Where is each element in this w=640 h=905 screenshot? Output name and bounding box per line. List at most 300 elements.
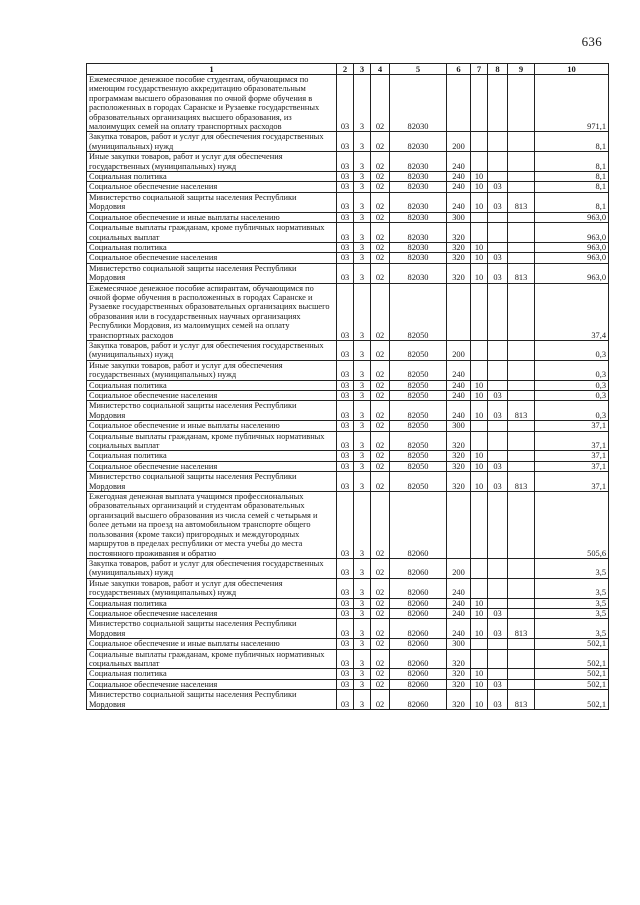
- item-name-cell: Закупка товаров, работ и услуг для обеспечения государственных (муниципальных) нужд: [87, 340, 337, 360]
- section-cell: 10: [471, 451, 488, 461]
- table-row: [87, 182, 609, 192]
- expense-type-cell: 300: [447, 639, 471, 649]
- expense-type-cell: 320: [447, 669, 471, 679]
- code-cell: 02: [371, 619, 390, 639]
- subsection-cell: [488, 242, 508, 252]
- expense-type-cell: 240: [447, 172, 471, 182]
- code-cell: 02: [371, 639, 390, 649]
- item-name-cell: Социальная политика: [87, 242, 337, 252]
- table-row: [87, 431, 609, 451]
- ministry-code-cell: [508, 75, 535, 132]
- expense-type-cell: 320: [447, 431, 471, 451]
- code-cell: 02: [371, 690, 390, 710]
- code-cell: 02: [371, 182, 390, 192]
- item-name-cell: Социальная политика: [87, 380, 337, 390]
- code-cell: 82030: [390, 152, 447, 172]
- expense-type-cell: 320: [447, 242, 471, 252]
- amount-cell: 502,1: [535, 679, 609, 689]
- table-row: [87, 212, 609, 222]
- code-cell: 03: [337, 192, 354, 212]
- section-cell: 10: [471, 608, 488, 618]
- code-cell: 3: [354, 182, 371, 192]
- expense-type-cell: 240: [447, 360, 471, 380]
- amount-cell: 963,0: [535, 212, 609, 222]
- amount-cell: 0,3: [535, 340, 609, 360]
- table-row: [87, 192, 609, 212]
- section-cell: [471, 431, 488, 451]
- section-cell: [471, 360, 488, 380]
- code-cell: 3: [354, 380, 371, 390]
- code-cell: 3: [354, 283, 371, 340]
- section-cell: [471, 639, 488, 649]
- subsection-cell: [488, 172, 508, 182]
- code-cell: 82030: [390, 263, 447, 283]
- code-cell: 02: [371, 242, 390, 252]
- code-cell: 82060: [390, 690, 447, 710]
- amount-cell: 0,3: [535, 391, 609, 401]
- code-cell: 82030: [390, 172, 447, 182]
- code-cell: 03: [337, 401, 354, 421]
- code-cell: 02: [371, 283, 390, 340]
- code-cell: 3: [354, 679, 371, 689]
- code-cell: 82030: [390, 182, 447, 192]
- expense-type-cell: 320: [447, 253, 471, 263]
- code-cell: 03: [337, 472, 354, 492]
- subsection-cell: [488, 340, 508, 360]
- expense-type-cell: 320: [447, 451, 471, 461]
- table-row: [87, 360, 609, 380]
- code-cell: 82060: [390, 679, 447, 689]
- code-cell: 3: [354, 431, 371, 451]
- code-cell: 03: [337, 152, 354, 172]
- amount-cell: 3,5: [535, 558, 609, 578]
- amount-cell: 502,1: [535, 639, 609, 649]
- code-cell: 82050: [390, 461, 447, 471]
- section-cell: [471, 649, 488, 669]
- section-cell: [471, 421, 488, 431]
- code-cell: 3: [354, 669, 371, 679]
- ministry-code-cell: 813: [508, 401, 535, 421]
- section-cell: [471, 558, 488, 578]
- item-name-cell: Социальное обеспечение населения: [87, 391, 337, 401]
- subsection-cell: [488, 380, 508, 390]
- section-cell: 10: [471, 679, 488, 689]
- ministry-code-cell: 813: [508, 472, 535, 492]
- column-header: 9: [508, 64, 535, 75]
- code-cell: 82050: [390, 391, 447, 401]
- code-cell: 82050: [390, 451, 447, 461]
- section-cell: [471, 212, 488, 222]
- expense-type-cell: 240: [447, 619, 471, 639]
- code-cell: 03: [337, 212, 354, 222]
- expense-type-cell: 240: [447, 182, 471, 192]
- code-cell: 3: [354, 172, 371, 182]
- subsection-cell: [488, 212, 508, 222]
- section-cell: 10: [471, 380, 488, 390]
- subsection-cell: 03: [488, 608, 508, 618]
- table-row: [87, 619, 609, 639]
- expense-type-cell: 240: [447, 608, 471, 618]
- code-cell: 03: [337, 431, 354, 451]
- code-cell: 3: [354, 152, 371, 172]
- table-row: [87, 242, 609, 252]
- ministry-code-cell: [508, 242, 535, 252]
- column-header: 6: [447, 64, 471, 75]
- code-cell: 82050: [390, 431, 447, 451]
- amount-cell: 0,3: [535, 401, 609, 421]
- subsection-cell: 03: [488, 263, 508, 283]
- code-cell: 02: [371, 649, 390, 669]
- code-cell: 03: [337, 690, 354, 710]
- code-cell: 3: [354, 263, 371, 283]
- ministry-code-cell: [508, 380, 535, 390]
- ministry-code-cell: [508, 669, 535, 679]
- subsection-cell: 03: [488, 679, 508, 689]
- subsection-cell: [488, 649, 508, 669]
- code-cell: 3: [354, 192, 371, 212]
- section-cell: 10: [471, 669, 488, 679]
- code-cell: 3: [354, 598, 371, 608]
- subsection-cell: [488, 598, 508, 608]
- amount-cell: 0,3: [535, 360, 609, 380]
- amount-cell: 0,3: [535, 380, 609, 390]
- column-header: 8: [488, 64, 508, 75]
- code-cell: 03: [337, 492, 354, 559]
- code-cell: 82050: [390, 380, 447, 390]
- code-cell: 3: [354, 391, 371, 401]
- code-cell: 3: [354, 690, 371, 710]
- item-name-cell: Социальное обеспечение населения: [87, 608, 337, 618]
- amount-cell: 37,1: [535, 451, 609, 461]
- subsection-cell: [488, 421, 508, 431]
- table-row: [87, 649, 609, 669]
- ministry-code-cell: 813: [508, 263, 535, 283]
- subsection-cell: 03: [488, 192, 508, 212]
- amount-cell: 37,1: [535, 421, 609, 431]
- table-row: [87, 598, 609, 608]
- code-cell: 3: [354, 242, 371, 252]
- code-cell: 82050: [390, 360, 447, 380]
- item-name-cell: Министерство социальной защиты населения Республики Мордовия: [87, 472, 337, 492]
- code-cell: 3: [354, 558, 371, 578]
- subsection-cell: [488, 152, 508, 172]
- page-number: 636: [581, 34, 602, 49]
- expense-type-cell: 300: [447, 421, 471, 431]
- item-name-cell: Ежегодная денежная выплата учащимся профессиональных образовательных организаций и студентам образовательных организаций высшего образования из числа семей с четырьмя и более детьми на проезд на автомобильном транспорте общего пользования (кроме такси) пригородных и междугородных маршрутов в пределах республики от места учебы до места постоянного проживания и обратно: [87, 492, 337, 559]
- table-row: [87, 152, 609, 172]
- table-row: [87, 639, 609, 649]
- code-cell: 03: [337, 182, 354, 192]
- expense-type-cell: 320: [447, 649, 471, 669]
- ministry-code-cell: [508, 639, 535, 649]
- code-cell: 02: [371, 421, 390, 431]
- code-cell: 3: [354, 578, 371, 598]
- code-cell: 82030: [390, 223, 447, 243]
- subsection-cell: [488, 492, 508, 559]
- amount-cell: 3,5: [535, 598, 609, 608]
- ministry-code-cell: [508, 182, 535, 192]
- code-cell: 82060: [390, 578, 447, 598]
- ministry-code-cell: [508, 492, 535, 559]
- subsection-cell: [488, 578, 508, 598]
- code-cell: 3: [354, 421, 371, 431]
- code-cell: 3: [354, 649, 371, 669]
- column-header: 2: [337, 64, 354, 75]
- table-row: [87, 391, 609, 401]
- amount-cell: 3,5: [535, 578, 609, 598]
- table-row: [87, 253, 609, 263]
- section-cell: 10: [471, 472, 488, 492]
- ministry-code-cell: 813: [508, 690, 535, 710]
- code-cell: 03: [337, 391, 354, 401]
- subsection-cell: [488, 283, 508, 340]
- code-cell: 02: [371, 223, 390, 243]
- table-row: [87, 608, 609, 618]
- amount-cell: 971,1: [535, 75, 609, 132]
- table-row: [87, 380, 609, 390]
- ministry-code-cell: [508, 340, 535, 360]
- subsection-cell: [488, 639, 508, 649]
- code-cell: 3: [354, 223, 371, 243]
- subsection-cell: [488, 669, 508, 679]
- code-cell: 03: [337, 263, 354, 283]
- section-cell: 10: [471, 619, 488, 639]
- table-row: [87, 401, 609, 421]
- ministry-code-cell: [508, 132, 535, 152]
- item-name-cell: Социальные выплаты гражданам, кроме публичных нормативных социальных выплат: [87, 431, 337, 451]
- expense-type-cell: 320: [447, 263, 471, 283]
- code-cell: 03: [337, 608, 354, 618]
- code-cell: 03: [337, 253, 354, 263]
- item-name-cell: Иные закупки товаров, работ и услуг для обеспечения государственных (муниципальных) нужд: [87, 578, 337, 598]
- code-cell: 03: [337, 340, 354, 360]
- table-row: [87, 578, 609, 598]
- code-cell: 82030: [390, 242, 447, 252]
- code-cell: 03: [337, 421, 354, 431]
- ministry-code-cell: [508, 679, 535, 689]
- code-cell: 03: [337, 669, 354, 679]
- code-cell: 82060: [390, 669, 447, 679]
- expense-type-cell: [447, 75, 471, 132]
- section-cell: 10: [471, 192, 488, 212]
- code-cell: 3: [354, 253, 371, 263]
- code-cell: 03: [337, 283, 354, 340]
- subsection-cell: [488, 75, 508, 132]
- code-cell: 02: [371, 578, 390, 598]
- code-cell: 02: [371, 132, 390, 152]
- expense-type-cell: 240: [447, 598, 471, 608]
- item-name-cell: Закупка товаров, работ и услуг для обеспечения государственных (муниципальных) нужд: [87, 558, 337, 578]
- ministry-code-cell: [508, 451, 535, 461]
- item-name-cell: Министерство социальной защиты населения Республики Мордовия: [87, 619, 337, 639]
- code-cell: 82060: [390, 492, 447, 559]
- amount-cell: 963,0: [535, 223, 609, 243]
- code-cell: 03: [337, 242, 354, 252]
- item-name-cell: Иные закупки товаров, работ и услуг для обеспечения государственных (муниципальных) нужд: [87, 152, 337, 172]
- column-header: 4: [371, 64, 390, 75]
- item-name-cell: Министерство социальной защиты населения Республики Мордовия: [87, 192, 337, 212]
- item-name-cell: Иные закупки товаров, работ и услуг для обеспечения государственных (муниципальных) нужд: [87, 360, 337, 380]
- ministry-code-cell: [508, 152, 535, 172]
- code-cell: 82050: [390, 401, 447, 421]
- amount-cell: 3,5: [535, 608, 609, 618]
- ministry-code-cell: [508, 461, 535, 471]
- column-header: 7: [471, 64, 488, 75]
- code-cell: 3: [354, 75, 371, 132]
- code-cell: 3: [354, 360, 371, 380]
- code-cell: 3: [354, 608, 371, 618]
- column-header: 5: [390, 64, 447, 75]
- code-cell: 03: [337, 558, 354, 578]
- header-row: [87, 64, 609, 75]
- code-cell: 02: [371, 472, 390, 492]
- code-cell: 02: [371, 679, 390, 689]
- ministry-code-cell: [508, 578, 535, 598]
- subsection-cell: 03: [488, 253, 508, 263]
- expense-type-cell: 240: [447, 380, 471, 390]
- code-cell: 02: [371, 401, 390, 421]
- expense-type-cell: 320: [447, 223, 471, 243]
- column-header: 3: [354, 64, 371, 75]
- code-cell: 82050: [390, 472, 447, 492]
- table-body: [87, 75, 609, 710]
- section-cell: [471, 152, 488, 172]
- subsection-cell: [488, 360, 508, 380]
- subsection-cell: 03: [488, 461, 508, 471]
- amount-cell: 502,1: [535, 649, 609, 669]
- code-cell: 3: [354, 472, 371, 492]
- subsection-cell: 03: [488, 619, 508, 639]
- code-cell: 03: [337, 451, 354, 461]
- code-cell: 82030: [390, 192, 447, 212]
- ministry-code-cell: [508, 649, 535, 669]
- table-row: [87, 558, 609, 578]
- table-row: [87, 492, 609, 559]
- section-cell: 10: [471, 690, 488, 710]
- code-cell: 82030: [390, 75, 447, 132]
- section-cell: [471, 340, 488, 360]
- code-cell: 03: [337, 649, 354, 669]
- amount-cell: 963,0: [535, 242, 609, 252]
- section-cell: [471, 578, 488, 598]
- budget-table: [86, 63, 609, 710]
- code-cell: 02: [371, 253, 390, 263]
- expense-type-cell: 320: [447, 679, 471, 689]
- code-cell: 02: [371, 431, 390, 451]
- code-cell: 03: [337, 639, 354, 649]
- code-cell: 03: [337, 360, 354, 380]
- subsection-cell: [488, 558, 508, 578]
- table-row: [87, 223, 609, 243]
- item-name-cell: Социальное обеспечение населения: [87, 182, 337, 192]
- subsection-cell: [488, 451, 508, 461]
- item-name-cell: Социальное обеспечение и иные выплаты населению: [87, 212, 337, 222]
- table-row: [87, 461, 609, 471]
- item-name-cell: Закупка товаров, работ и услуг для обеспечения государственных (муниципальных) нужд: [87, 132, 337, 152]
- expense-type-cell: [447, 283, 471, 340]
- section-cell: [471, 223, 488, 243]
- code-cell: 02: [371, 380, 390, 390]
- code-cell: 03: [337, 679, 354, 689]
- section-cell: 10: [471, 253, 488, 263]
- amount-cell: 8,1: [535, 152, 609, 172]
- code-cell: 02: [371, 360, 390, 380]
- code-cell: 02: [371, 152, 390, 172]
- section-cell: 10: [471, 401, 488, 421]
- code-cell: 03: [337, 75, 354, 132]
- section-cell: 10: [471, 391, 488, 401]
- column-header: 1: [87, 64, 337, 75]
- amount-cell: 37,4: [535, 283, 609, 340]
- code-cell: 82050: [390, 283, 447, 340]
- table-row: [87, 340, 609, 360]
- subsection-cell: 03: [488, 401, 508, 421]
- amount-cell: 8,1: [535, 132, 609, 152]
- code-cell: 82050: [390, 421, 447, 431]
- amount-cell: 502,1: [535, 690, 609, 710]
- code-cell: 02: [371, 340, 390, 360]
- amount-cell: 3,5: [535, 619, 609, 639]
- ministry-code-cell: 813: [508, 619, 535, 639]
- ministry-code-cell: 813: [508, 192, 535, 212]
- section-cell: 10: [471, 172, 488, 182]
- code-cell: 3: [354, 619, 371, 639]
- table-row: [87, 75, 609, 132]
- code-cell: 82060: [390, 558, 447, 578]
- section-cell: 10: [471, 461, 488, 471]
- ministry-code-cell: [508, 598, 535, 608]
- table-row: [87, 679, 609, 689]
- subsection-cell: 03: [488, 391, 508, 401]
- code-cell: 3: [354, 492, 371, 559]
- item-name-cell: Министерство социальной защиты населения Республики Мордовия: [87, 401, 337, 421]
- ministry-code-cell: [508, 212, 535, 222]
- code-cell: 03: [337, 223, 354, 243]
- amount-cell: 37,1: [535, 461, 609, 471]
- amount-cell: 505,6: [535, 492, 609, 559]
- item-name-cell: Министерство социальной защиты населения Республики Мордовия: [87, 690, 337, 710]
- item-name-cell: Социальная политика: [87, 451, 337, 461]
- table-row: [87, 690, 609, 710]
- expense-type-cell: 200: [447, 132, 471, 152]
- expense-type-cell: [447, 492, 471, 559]
- table-row: [87, 172, 609, 182]
- code-cell: 02: [371, 391, 390, 401]
- code-cell: 02: [371, 192, 390, 212]
- item-name-cell: Социальная политика: [87, 598, 337, 608]
- ministry-code-cell: [508, 253, 535, 263]
- amount-cell: 502,1: [535, 669, 609, 679]
- section-cell: [471, 283, 488, 340]
- code-cell: 82060: [390, 619, 447, 639]
- table-row: [87, 132, 609, 152]
- table-row: [87, 451, 609, 461]
- amount-cell: 8,1: [535, 182, 609, 192]
- expense-type-cell: 240: [447, 192, 471, 212]
- subsection-cell: 03: [488, 182, 508, 192]
- table-row: [87, 421, 609, 431]
- code-cell: 03: [337, 172, 354, 182]
- code-cell: 03: [337, 461, 354, 471]
- code-cell: 02: [371, 75, 390, 132]
- amount-cell: 963,0: [535, 263, 609, 283]
- expense-type-cell: 240: [447, 401, 471, 421]
- section-cell: [471, 492, 488, 559]
- ministry-code-cell: [508, 431, 535, 451]
- ministry-code-cell: [508, 391, 535, 401]
- ministry-code-cell: [508, 172, 535, 182]
- code-cell: 02: [371, 461, 390, 471]
